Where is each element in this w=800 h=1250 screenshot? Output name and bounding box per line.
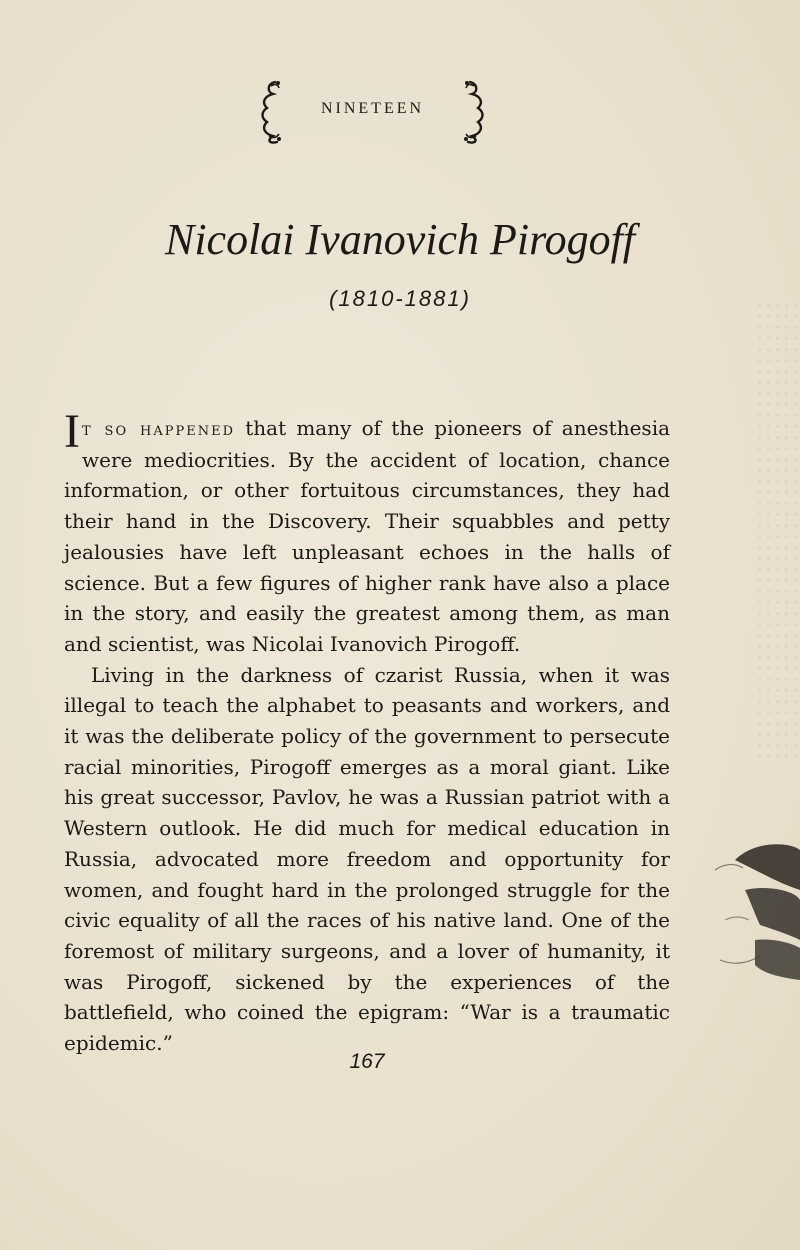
scroll-bracket-left-icon (255, 78, 285, 144)
paragraph-1-text: that many of the pioneers of anesthesia were mediocrities. By the accident of location, chance information, or other fortuitous circumstances, they had their hand in the Discovery. Their squabbles and petty jealousies have left unpleasant echoes in the halls of science. But a few figures of higher rank have also a place in the story, and easily the greatest among them, as man and scientist, was Nicolai Ivanovich Pirogoff. (64, 416, 671, 656)
scroll-bracket-right-icon (460, 78, 490, 144)
page-number: 167 (349, 1050, 385, 1073)
show-through-texture (755, 300, 800, 760)
drop-cap: I (64, 405, 80, 458)
chapter-heading (255, 78, 490, 144)
chapter-body (64, 405, 671, 1059)
lead-in-small-caps: t so happened (81, 418, 236, 440)
bleed-through-illustration (705, 830, 800, 990)
chapter-title: Nicolai Ivanovich Pirogoff (164, 215, 636, 264)
paragraph-1 (64, 405, 671, 660)
life-dates: (1810-1881) (329, 286, 471, 311)
paragraph-2-text: Living in the darkness of czarist Russia, when it was illegal to teach the alphabet to peasants and workers, and it was the deliberate policy of the government to persecute racial minorities, Pirogoff emerges as a moral giant. Like his great successor, Pavlov, he was a Russian patriot with a Western outlook. He did much for medical education in Russia, advocated more freedom and opportunity for women, and fought hard in the prolonged struggle for the civic equality of all the races of his native land. One of the foremost of military surgeons, and a lover of humanity, it was Pirogoff, sickened by the experiences of the battlefield, who coined the epigram: “War is a traumatic epidemic.” (64, 662, 670, 1056)
paragraph-2 (64, 660, 670, 1059)
chapter-number: NINETEEN (320, 100, 425, 117)
